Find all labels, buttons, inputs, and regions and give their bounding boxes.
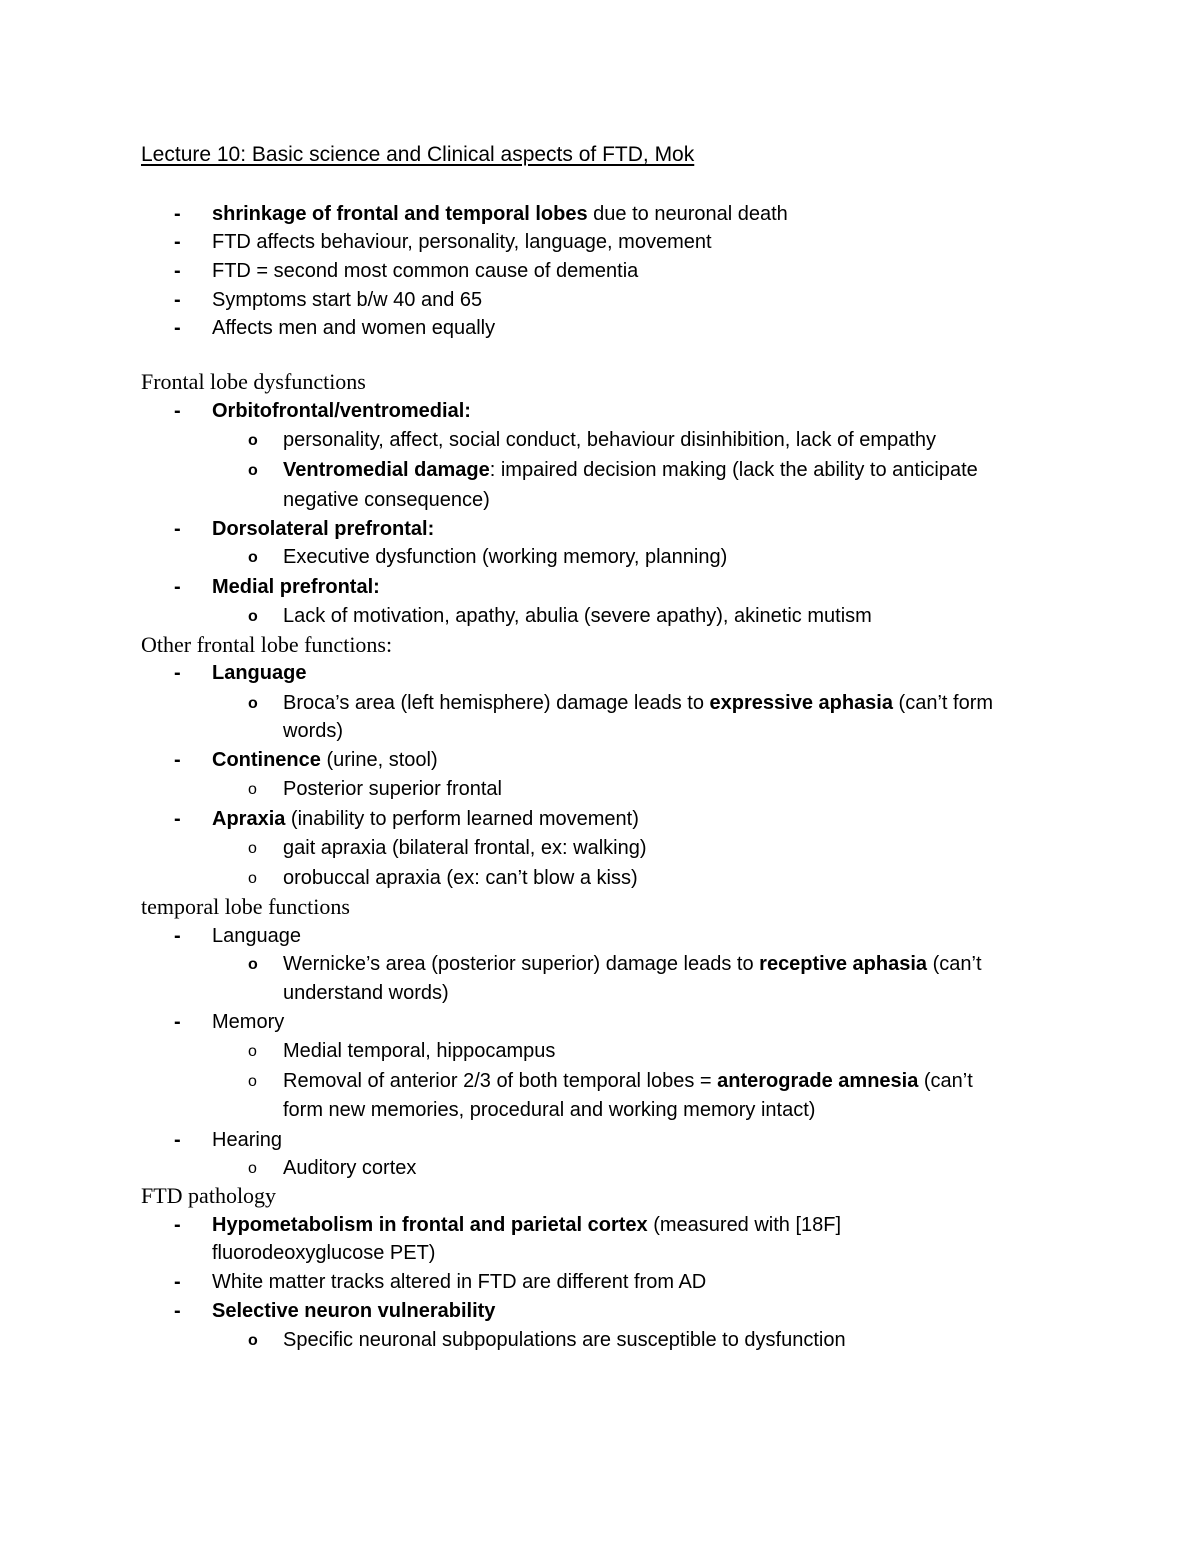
dash-marker: - bbox=[174, 1129, 181, 1151]
bullet-circle: o bbox=[248, 781, 257, 798]
dash-marker: - bbox=[174, 925, 181, 947]
temporal-language-label: Language bbox=[212, 925, 301, 947]
memory-sub-2: Removal of anterior 2/3 of both temporal lobes = anterograde amnesia (can’t bbox=[283, 1070, 973, 1092]
frontal-language-sub-1: Broca’s area (left hemisphere) damage leads to expressive aphasia (can’t form bbox=[283, 692, 994, 714]
bullet-bold: o bbox=[248, 956, 258, 973]
selective-vulnerability-label: Selective neuron vulnerability bbox=[212, 1300, 496, 1322]
apraxia-item: Apraxia (inability to perform learned movement) bbox=[212, 808, 639, 830]
section-heading-temporal: temporal lobe functions bbox=[141, 894, 350, 919]
dash-marker: - bbox=[174, 289, 181, 311]
dorsolateral-label: Dorsolateral prefrontal: bbox=[212, 518, 435, 540]
hearing-sub-1: Auditory cortex bbox=[283, 1157, 417, 1179]
section-heading-frontal: Frontal lobe dysfunctions bbox=[141, 369, 366, 394]
orbitofrontal-sub-1: personality, affect, social conduct, behaviour disinhibition, lack of empathy bbox=[283, 429, 936, 451]
dash-marker: - bbox=[174, 1011, 181, 1033]
bullet-bold: o bbox=[248, 432, 258, 449]
bullet-circle: o bbox=[248, 1160, 257, 1177]
lecture-title: Lecture 10: Basic science and Clinical aspects of FTD, Mok bbox=[141, 143, 695, 166]
dash-marker: - bbox=[174, 203, 181, 225]
temporal-language-sub-1-cont: understand words) bbox=[283, 982, 449, 1004]
dash-marker: - bbox=[174, 317, 181, 339]
bullet-circle: o bbox=[248, 1043, 257, 1060]
dash-marker: - bbox=[174, 260, 181, 282]
medial-prefrontal-label: Medial prefrontal: bbox=[212, 576, 380, 598]
dash-marker: - bbox=[174, 662, 181, 684]
selective-vulnerability-sub-1: Specific neuronal subpopulations are susceptible to dysfunction bbox=[283, 1329, 846, 1351]
bullet-bold: o bbox=[248, 462, 258, 479]
intro-item-1: shrinkage of frontal and temporal lobes due to neuronal death bbox=[212, 203, 788, 225]
bullet-bold: o bbox=[248, 1332, 258, 1349]
dash-marker: - bbox=[174, 518, 181, 540]
orbitofrontal-sub-2: Ventromedial damage: impaired decision making (lack the ability to anticipate bbox=[283, 459, 978, 481]
dash-marker: - bbox=[174, 576, 181, 598]
bullet-circle: o bbox=[248, 840, 257, 857]
continence-sub-1: Posterior superior frontal bbox=[283, 778, 502, 800]
dorsolateral-sub-1: Executive dysfunction (working memory, planning) bbox=[283, 546, 728, 568]
bullet-bold: o bbox=[248, 549, 258, 566]
intro-item-2: FTD affects behaviour, personality, language, movement bbox=[212, 231, 712, 253]
bullet-bold: o bbox=[248, 608, 258, 625]
intro-item-5: Affects men and women equally bbox=[212, 317, 496, 339]
bullet-circle: o bbox=[248, 870, 257, 887]
temporal-language-sub-1: Wernicke’s area (posterior superior) damage leads to receptive aphasia (can’t bbox=[283, 953, 982, 975]
memory-sub-1: Medial temporal, hippocampus bbox=[283, 1040, 556, 1062]
medial-prefrontal-sub-1: Lack of motivation, apathy, abulia (severe apathy), akinetic mutism bbox=[283, 605, 872, 627]
bullet-bold: o bbox=[248, 695, 258, 712]
orbitofrontal-label: Orbitofrontal/ventromedial: bbox=[212, 400, 471, 422]
apraxia-sub-1: gait apraxia (bilateral frontal, ex: walking) bbox=[283, 837, 647, 859]
dash-marker: - bbox=[174, 231, 181, 253]
continence-item: Continence (urine, stool) bbox=[212, 749, 438, 771]
frontal-language-sub-1-cont: words) bbox=[283, 720, 344, 742]
hypometabolism-item-cont: fluorodeoxyglucose PET) bbox=[212, 1242, 436, 1264]
dash-marker: - bbox=[174, 1300, 181, 1322]
white-matter-item: White matter tracks altered in FTD are different from AD bbox=[212, 1271, 707, 1293]
intro-item-4: Symptoms start b/w 40 and 65 bbox=[212, 289, 483, 311]
memory-sub-2-cont: form new memories, procedural and working memory intact) bbox=[283, 1099, 816, 1121]
dash-marker: - bbox=[174, 1214, 181, 1236]
apraxia-sub-2: orobuccal apraxia (ex: can’t blow a kiss) bbox=[283, 867, 638, 889]
hearing-label: Hearing bbox=[212, 1129, 283, 1151]
section-heading-pathology: FTD pathology bbox=[141, 1183, 277, 1208]
intro-item-3: FTD = second most common cause of dementia bbox=[212, 260, 639, 282]
frontal-language-label: Language bbox=[212, 662, 307, 684]
hypometabolism-item: Hypometabolism in frontal and parietal cortex (measured with [18F] bbox=[212, 1214, 842, 1236]
dash-marker: - bbox=[174, 400, 181, 422]
memory-label: Memory bbox=[212, 1011, 285, 1033]
orbitofrontal-sub-2-cont: negative consequence) bbox=[283, 489, 490, 511]
section-heading-other-frontal: Other frontal lobe functions: bbox=[141, 632, 393, 657]
bullet-circle: o bbox=[248, 1073, 257, 1090]
dash-marker: - bbox=[174, 808, 181, 830]
dash-marker: - bbox=[174, 749, 181, 771]
dash-marker: - bbox=[174, 1271, 181, 1293]
